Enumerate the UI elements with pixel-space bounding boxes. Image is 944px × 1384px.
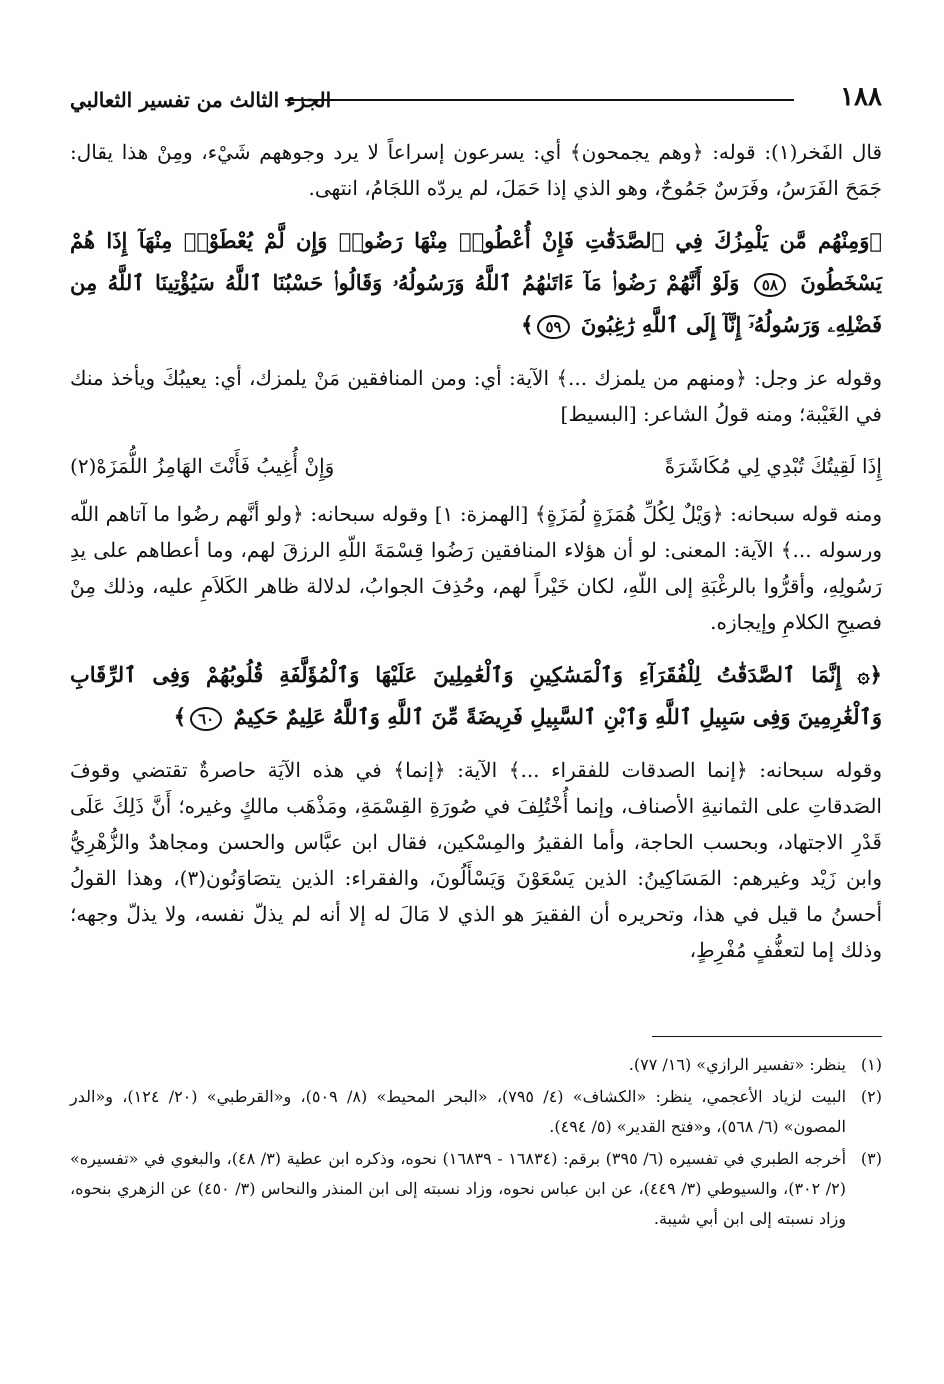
footnote	[70, 1144, 882, 1234]
quran-text: ﴿وَمِنْهُم مَّن يَلْمِزُكَ فِي ٱلصَّدَقَٰتِ فَإِنْ أُعْطُوا۟ مِنْهَا رَضُوا۟ وَإِن لَّمْ يُعْطَوْا۟ مِنْهَآ إِذَا هُمْ يَسْخَطُونَ	[70, 228, 883, 295]
page-number: ١٨٨	[840, 82, 882, 112]
footnote-number: (٣)	[860, 1149, 882, 1168]
paragraph-4: وقوله سبحانه: ﴿إنما الصدقات للفقراء ...﴾ الآية: ﴿إنما﴾ في هذه الآيَة حاصرةٌ تقتضي وقوفَ الصَدقاتِ على الثمانيةِ الأصناف، وإنما أُخْتُلِفَ في صُورَةِ القِسْمَةِ، ومَذْهَب مالكٍ وغيره؛ أَنَّ ذَلِكَ عَلَى قَدْرِ الاجتهاد، وبحسب الحاجة، وأما الفقيرُ والمِسْكين، فقال ابن عبَّاس والحسن ومجاهدٌ والزُّهْرِيُّ وابن زَيْد وغيرهم: المَسَاكِينُ: الذين يَسْعَوْنَ وَيَسْأَلُونَ، والفقراء: الذين يتصَاوَنُون(٣)، وهذا القولُ أحسنُ ما قيل في هذا، وتحريره أن الفقيرَ هو الذي لا مَالَ له إلا أنه لم يذلّ نفسه، ولا يذلّ وجهه؛ وذلك إما لتعفُّفٍ مُفْرِطٍ،	[70, 758, 882, 962]
quran-verses-58-59: ﴿وَمِنْهُم مَّن يَلْمِزُكَ فِي ٱلصَّدَقَٰتِ فَإِنْ أُعْطُوا۟ مِنْهَا رَضُوا۟ وَإِن لَّمْ يُعْطَوْا۟ مِنْهَآ إِذَا هُمْ يَسْخَطُونَ ٥٨ وَلَوْ أَنَّهُمْ رَضُوا۟ مَآ ءَاتَىٰهُمُ ٱللَّهُ وَرَسُولُهُۥ وَقَالُوا۟ حَسْبُنَا ٱللَّهُ سَيُؤْتِينَا ٱللَّهُ مِن فَضْلِهِۦ وَرَسُولُهُۥٓ إِنَّآ إِلَى ٱللَّهِ رَٰغِبُونَ ٥٩﴾	[70, 228, 883, 337]
footnote-text: البيت لزياد الأعجمي، ينظر: «الكشاف» (٤/ ٧٩٥)، «البحر المحيط» (٨/ ٥٠٩)، و«القرطبي» (٢٠/ ١٢٤)، و«الدر المصون» (٦/ ٥٦٨)، و«فتح القدير» (٥/ ٤٩٤).	[70, 1087, 847, 1136]
header-rule	[285, 99, 794, 101]
footnote-separator	[652, 1036, 882, 1037]
paragraph-3: ومنه قوله سبحانه: ﴿وَيْلٌ لِكُلِّ هُمَزَةٍ لُمَزَةٍ﴾ [الهمزة: ١] وقوله سبحانه: ﴿ولو أنَّهم رضُوا ما آتاهم اللّه ورسوله ...﴾ الآية: المعنى: لو أن هؤلاء المنافقين رَضُوا قِسْمَةَ اللّهِ الرزقَ لهم، وما أعطاهم على يدِ رَسُولِهِ، وأقرُّوا بالرغْبَةِ إلى اللّهِ، لكان خَيْراً لهم، وحُذِفَ الجوابُ، لدلالة ظاهر الكَلاَمِ عليه، وذلك مِنْ فصيحِ الكلامِ وإيجازه.	[70, 502, 882, 634]
footnote-number: (٢)	[860, 1087, 882, 1106]
poem-verse	[70, 446, 882, 486]
page	[70, 78, 882, 1298]
paragraph-1: قال الفَخر(١): قوله: ﴿وهم يجمحون﴾ أي: يسرعون إسراعاً لا يرد وجوههم شَيْء، ومِنْ هذا يقال: جَمَحَ الفَرَسُ، وفَرَسٌ جَمُوحٌ، وهو الذي إذا حَمَلَ، لم يردّه اللجَامُ، انتهى.	[70, 140, 883, 200]
quran-verse-60: ﴿۞ إِنَّمَا ٱلصَّدَقَٰتُ لِلْفُقَرَآءِ وَٱلْمَسَٰكِينِ وَٱلْعَٰمِلِينَ عَلَيْهَا وَٱلْمُؤَلَّفَةِ قُلُوبُهُمْ وَفِى ٱلرِّقَابِ وَٱلْغَٰرِمِينَ وَفِى سَبِيلِ ٱللَّهِ وَٱبْنِ ٱلسَّبِيلِ فَرِيضَةً مِّنَ ٱللَّهِ وَٱللَّهُ عَلِيمٌ حَكِيمٌ ٦٠﴾	[70, 662, 882, 729]
quran-text: وَلَوْ أَنَّهُمْ رَضُوا۟ مَآ ءَاتَىٰهُمُ ٱللَّهُ وَرَسُولُهُۥ وَقَالُوا۟ حَسْبُنَا ٱللَّهُ سَيُؤْتِينَا ٱللَّهُ مِن فَضْلِهِۦ وَرَسُولُهُۥٓ إِنَّآ إِلَى ٱللَّهِ رَٰغِبُونَ	[70, 270, 882, 337]
footnote-text: أخرجه الطبري في تفسيره (٦/ ٣٩٥) برقم: (١٦٨٣٤ - ١٦٨٣٩) نحوه، وذكره ابن عطية (٣/ ٤٨)، والبغوي في «تفسيره» (٢/ ٣٠٢)، والسيوطي (٣/ ٤٤٩)، عن ابن عباس نحوه، وزاد نسبته إلى ابن المنذر والنحاس (٣/ ٤٥٠) عن الزهري بنحوه، وزاد نسبته إلى ابن أبي شيبة.	[70, 1149, 847, 1228]
running-title: الجزء الثالث من تفسير الثعالبي	[70, 88, 332, 112]
footnote-number: (١)	[860, 1055, 882, 1074]
main-text	[70, 134, 882, 982]
footnote	[70, 1082, 882, 1142]
page-header	[70, 82, 882, 122]
paragraph-2: وقوله عز وجل: ﴿ومنهم من يلمزك ...﴾ الآية: أي: ومن المنافقين مَنْ يلمزك، أي: يعيبُكَ ويأخذ منك في الغَيْبة؛ ومنه قولُ الشاعر: [البسيط]	[70, 366, 882, 426]
poem-second-hemistich: وَإِنْ أُغِيبُ فَأَنْتَ الهَامِزُ اللُّمَزَهْ(٢)	[70, 454, 335, 478]
verse-number-60: ٦٠	[190, 707, 222, 731]
quran-text: ﴿۞ إِنَّمَا ٱلصَّدَقَٰتُ لِلْفُقَرَآءِ وَٱلْمَسَٰكِينِ وَٱلْعَٰمِلِينَ عَلَيْهَا وَٱلْمُؤَلَّفَةِ قُلُوبُهُمْ وَفِى ٱلرِّقَابِ وَٱلْغَٰرِمِينَ وَفِى سَبِيلِ ٱللَّهِ وَٱبْنِ ٱلسَّبِيلِ فَرِيضَةً مِّنَ ٱللَّهِ وَٱللَّهُ عَلِيمٌ حَكِيمٌ	[70, 662, 882, 729]
footnote-text: ينظر: «تفسير الرازي» (١٦/ ٧٧).	[628, 1055, 846, 1074]
poem-first-hemistich: إِذَا لَقِيتُكَ تُبْدِي لِي مُكَاشَرَةً	[664, 454, 882, 478]
verse-number-59: ٥٩	[537, 315, 569, 339]
footnotes	[70, 1050, 882, 1236]
verse-number-58: ٥٨	[754, 273, 786, 297]
footnote	[70, 1050, 882, 1080]
